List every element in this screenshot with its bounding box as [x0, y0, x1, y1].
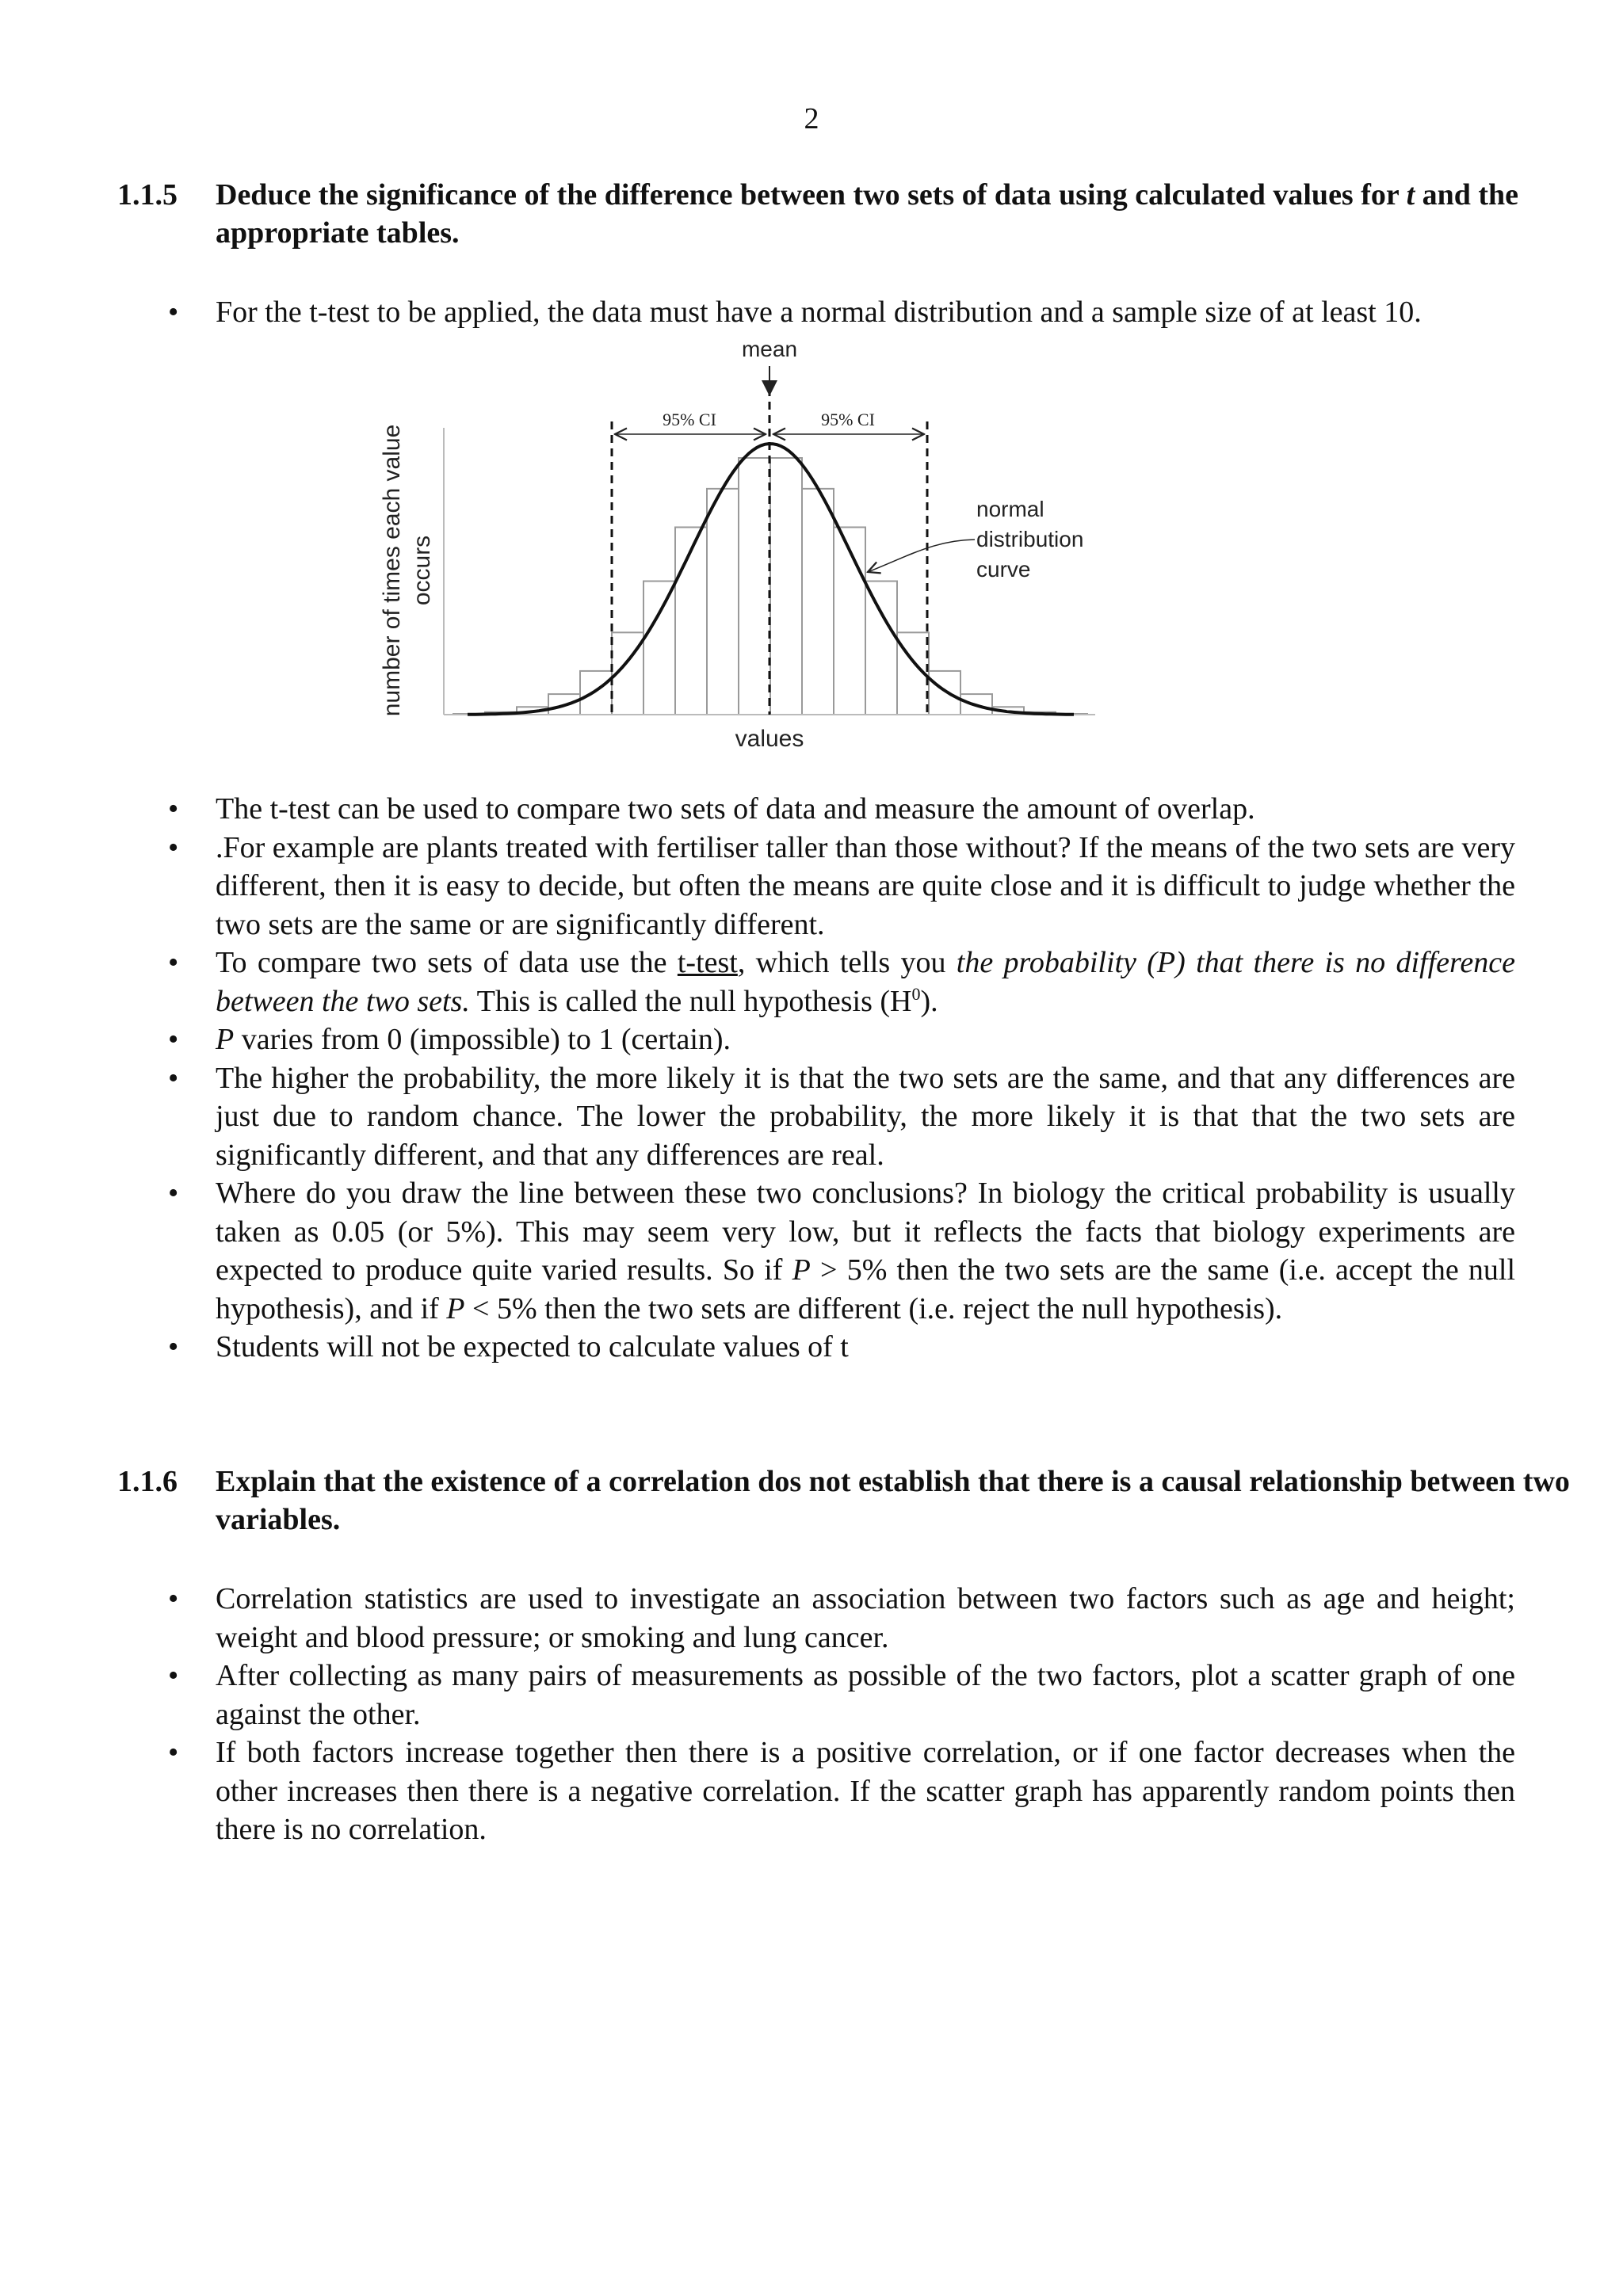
bullet-text: .For example are plants treated with fertiliser taller than those without? If the means of the two sets are very different, then it is easy to decide, but often the means are quite close and it is difficult to judge whether the two sets are the same or are significantly different. [216, 830, 1515, 941]
bullet-text: After collecting as many pairs of measurements as possible of the two factors, plot a scatter graph of one against the other. [216, 1659, 1515, 1731]
ci-right-label: 95% CI [821, 410, 875, 429]
section-number: 1.1.5 [117, 178, 178, 212]
curve-label-line3: curve [976, 557, 1031, 582]
ci-left-label: 95% CI [663, 410, 716, 429]
y-axis-label-line2: occurs [409, 535, 435, 606]
bullet-text: Correlation statistics are used to investigate an association between two factors such as age and height; weight and blood pressure; or smoking and lung cancer. [216, 1582, 1515, 1654]
p-symbol: P [216, 1023, 235, 1056]
histogram-bar [580, 671, 612, 715]
superscript-zero: 0 [911, 983, 921, 1004]
histogram-bar [770, 458, 802, 715]
section-title-part1: Deduce the significance of the difference between two sets of data using calculated values for [216, 178, 1400, 212]
bullet-list-intro [168, 293, 1515, 332]
x-axis-label: values [735, 726, 804, 752]
bullet-text: This is called the null hypothesis (H [469, 984, 912, 1018]
section-title-italic-t: t [1406, 178, 1415, 212]
histogram-bar [675, 527, 707, 715]
list-item [168, 1657, 1515, 1733]
section-number: 1.1.6 [117, 1465, 178, 1498]
list-item [168, 1020, 1515, 1059]
section-title [216, 176, 1623, 252]
bullet-list-t-test [168, 790, 1515, 1367]
bullet-text: varies from 0 (impossible) to 1 (certain). [234, 1023, 731, 1056]
curve-label-line1: normal [976, 497, 1044, 521]
page-number: 2 [804, 102, 819, 135]
bullet-text: Students will not be expected to calculate values of t [216, 1330, 849, 1363]
mean-label: mean [741, 337, 798, 361]
list-item [168, 1174, 1515, 1328]
list-item [168, 829, 1515, 944]
section-title: Explain that the existence of a correlation dos not establish that there is a causal relationship between two variables. [216, 1465, 1570, 1536]
p-symbol: P [792, 1253, 811, 1287]
curve-pointer-arrow [868, 540, 975, 572]
p-symbol: P [446, 1291, 465, 1325]
histogram-bar [834, 527, 865, 715]
bullet-text: < 5% then the two sets are different (i.e. reject the null hypothesis). [464, 1291, 1283, 1325]
bullet-text: The t-test can be used to compare two sets of data and measure the amount of overlap. [216, 792, 1255, 826]
section-title-part2: and the appropriate tables. [216, 178, 1519, 250]
list-item [168, 1733, 1515, 1849]
normal-distribution-chart [365, 333, 1125, 761]
y-axis-label-line1: number of times each value [379, 424, 405, 717]
bullet-list-correlation [168, 1580, 1515, 1849]
list-item [168, 790, 1515, 829]
bullet-text: Where do you draw the line between these two conclusions? In biology the critical probability is usually taken as 0.05 (or 5%). This may seem very low, but it reflects the facts that biology experiments are expected to produce quite varied results. So if [216, 1177, 1515, 1287]
histogram-bar [802, 489, 834, 715]
t-test-term: t-test [677, 946, 738, 979]
list-item [168, 1059, 1515, 1175]
bullet-text: > 5% then the two sets are the same (i.e. accept the null hypothesis), and if [216, 1253, 1516, 1325]
histogram-bar [929, 671, 960, 715]
histogram-bar [739, 458, 770, 715]
list-item [168, 1328, 1515, 1367]
list-item [168, 1580, 1515, 1657]
list-item [168, 944, 1515, 1020]
bullet-text: The higher the probability, the more likely it is that the two sets are the same, and that any differences are just due to random chance. The lower the probability, the more likely it is that that the two sets are significantly different, and that any differences are real. [216, 1061, 1515, 1172]
null-hypothesis-definition: the probability (P) that there is no difference between the two sets. [216, 946, 1515, 1018]
histogram-bar [707, 489, 739, 715]
bullet-text: , which tells you [737, 946, 957, 979]
histogram-bar [865, 582, 897, 715]
bullet-text: For the t-test to be applied, the data must have a normal distribution and a sample size of at least 10. [216, 296, 1422, 329]
curve-label-line2: distribution [976, 527, 1084, 551]
histogram-bar [643, 582, 675, 715]
bullet-text: ). [920, 984, 938, 1018]
list-item [168, 293, 1515, 332]
bullet-text: To compare two sets of data use the [216, 946, 678, 979]
bullet-text: If both factors increase together then there is a positive correlation, or if one factor decreases when the other increases then there is a negative correlation. If the scatter graph has apparently random points then there is no correlation. [216, 1736, 1515, 1846]
